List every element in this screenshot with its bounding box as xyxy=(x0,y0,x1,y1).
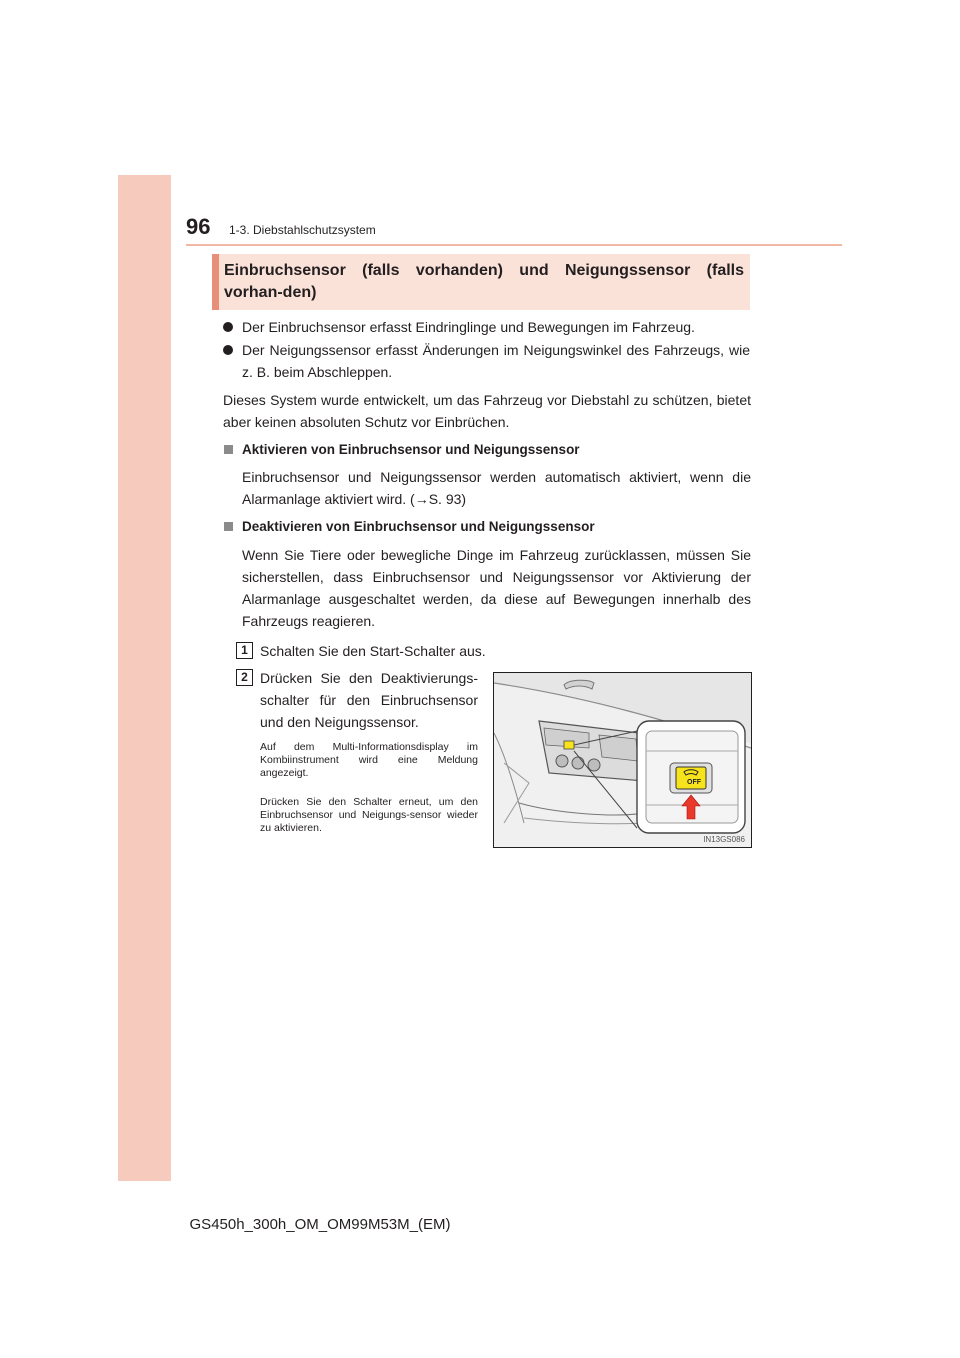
page-side-tab xyxy=(118,175,171,1181)
illustration-code: IN13GS086 xyxy=(703,835,745,844)
section-reference: 1-3. Diebstahlschutzsystem xyxy=(229,223,376,237)
bullet-dot-icon xyxy=(223,345,233,355)
deactivate-paragraph: Wenn Sie Tiere oder bewegliche Dinge im Fahrzeug zurücklassen, müssen Sie sicherstellen, dass Einbruchsensor und Neigungssensor vor Aktivierung der Alarmanlage ausgeschaltet werden, da diese auf Bewegungen innerhalb des Fahrzeugs reagieren. xyxy=(242,547,751,629)
square-bullet-icon xyxy=(224,445,233,454)
bullet-dot-icon xyxy=(223,322,233,332)
overhead-console-drawing xyxy=(494,673,751,847)
step-note: Auf dem Multi-Informationsdisplay im Kombiinstrument wird eine Meldung angezeigt. xyxy=(260,741,478,779)
step-number-badge: 1 xyxy=(236,642,253,659)
off-button-label: OFF xyxy=(687,779,701,786)
switch-illustration xyxy=(493,672,752,848)
section-heading xyxy=(212,254,750,310)
activate-paragraph: Einbruchsensor und Neigungssensor werden automatisch aktiviert, wenn die Alarmanlage aktiviert wird. (→S. 93) xyxy=(242,469,751,507)
heading-text: Einbruchsensor (falls vorhanden) und Neigungssensor (falls vorhan-den) xyxy=(224,262,744,301)
square-bullet-icon xyxy=(224,522,233,531)
page-number: 96 xyxy=(186,214,211,239)
intro-paragraph: Dieses System wurde entwickelt, um das Fahrzeug vor Diebstahl zu schützen, bietet aber keinen absoluten Schutz vor Einbrüchen. xyxy=(223,392,751,430)
header-divider xyxy=(186,244,842,246)
step-note: Drücken Sie den Schalter erneut, um den Einbruchsensor und Neigungs-sensor wieder zu aktivieren. xyxy=(260,796,478,834)
heading-accent-bar xyxy=(212,254,219,310)
page-footer: GS450h_300h_OM_OM99M53M_(EM) xyxy=(189,1216,451,1233)
subheading-text: Aktivieren von Einbruchsensor und Neigungssensor xyxy=(242,442,580,457)
step-text: Drücken Sie den Deaktivierungs-schalter für den Einbruchsensor und den Neigungssensor. xyxy=(260,670,478,730)
bullet-text: Der Neigungssensor erfasst Änderungen im Neigungswinkel des Fahrzeugs, wie z. B. beim Abschleppen. xyxy=(242,342,750,380)
bullet-text: Der Einbruchsensor erfasst Eindringlinge und Bewegungen im Fahrzeug. xyxy=(242,319,695,335)
subheading-text: Deaktivieren von Einbruchsensor und Neigungssensor xyxy=(242,519,595,534)
step-text: Schalten Sie den Start-Schalter aus. xyxy=(260,643,486,659)
step-number-badge: 2 xyxy=(236,669,253,686)
